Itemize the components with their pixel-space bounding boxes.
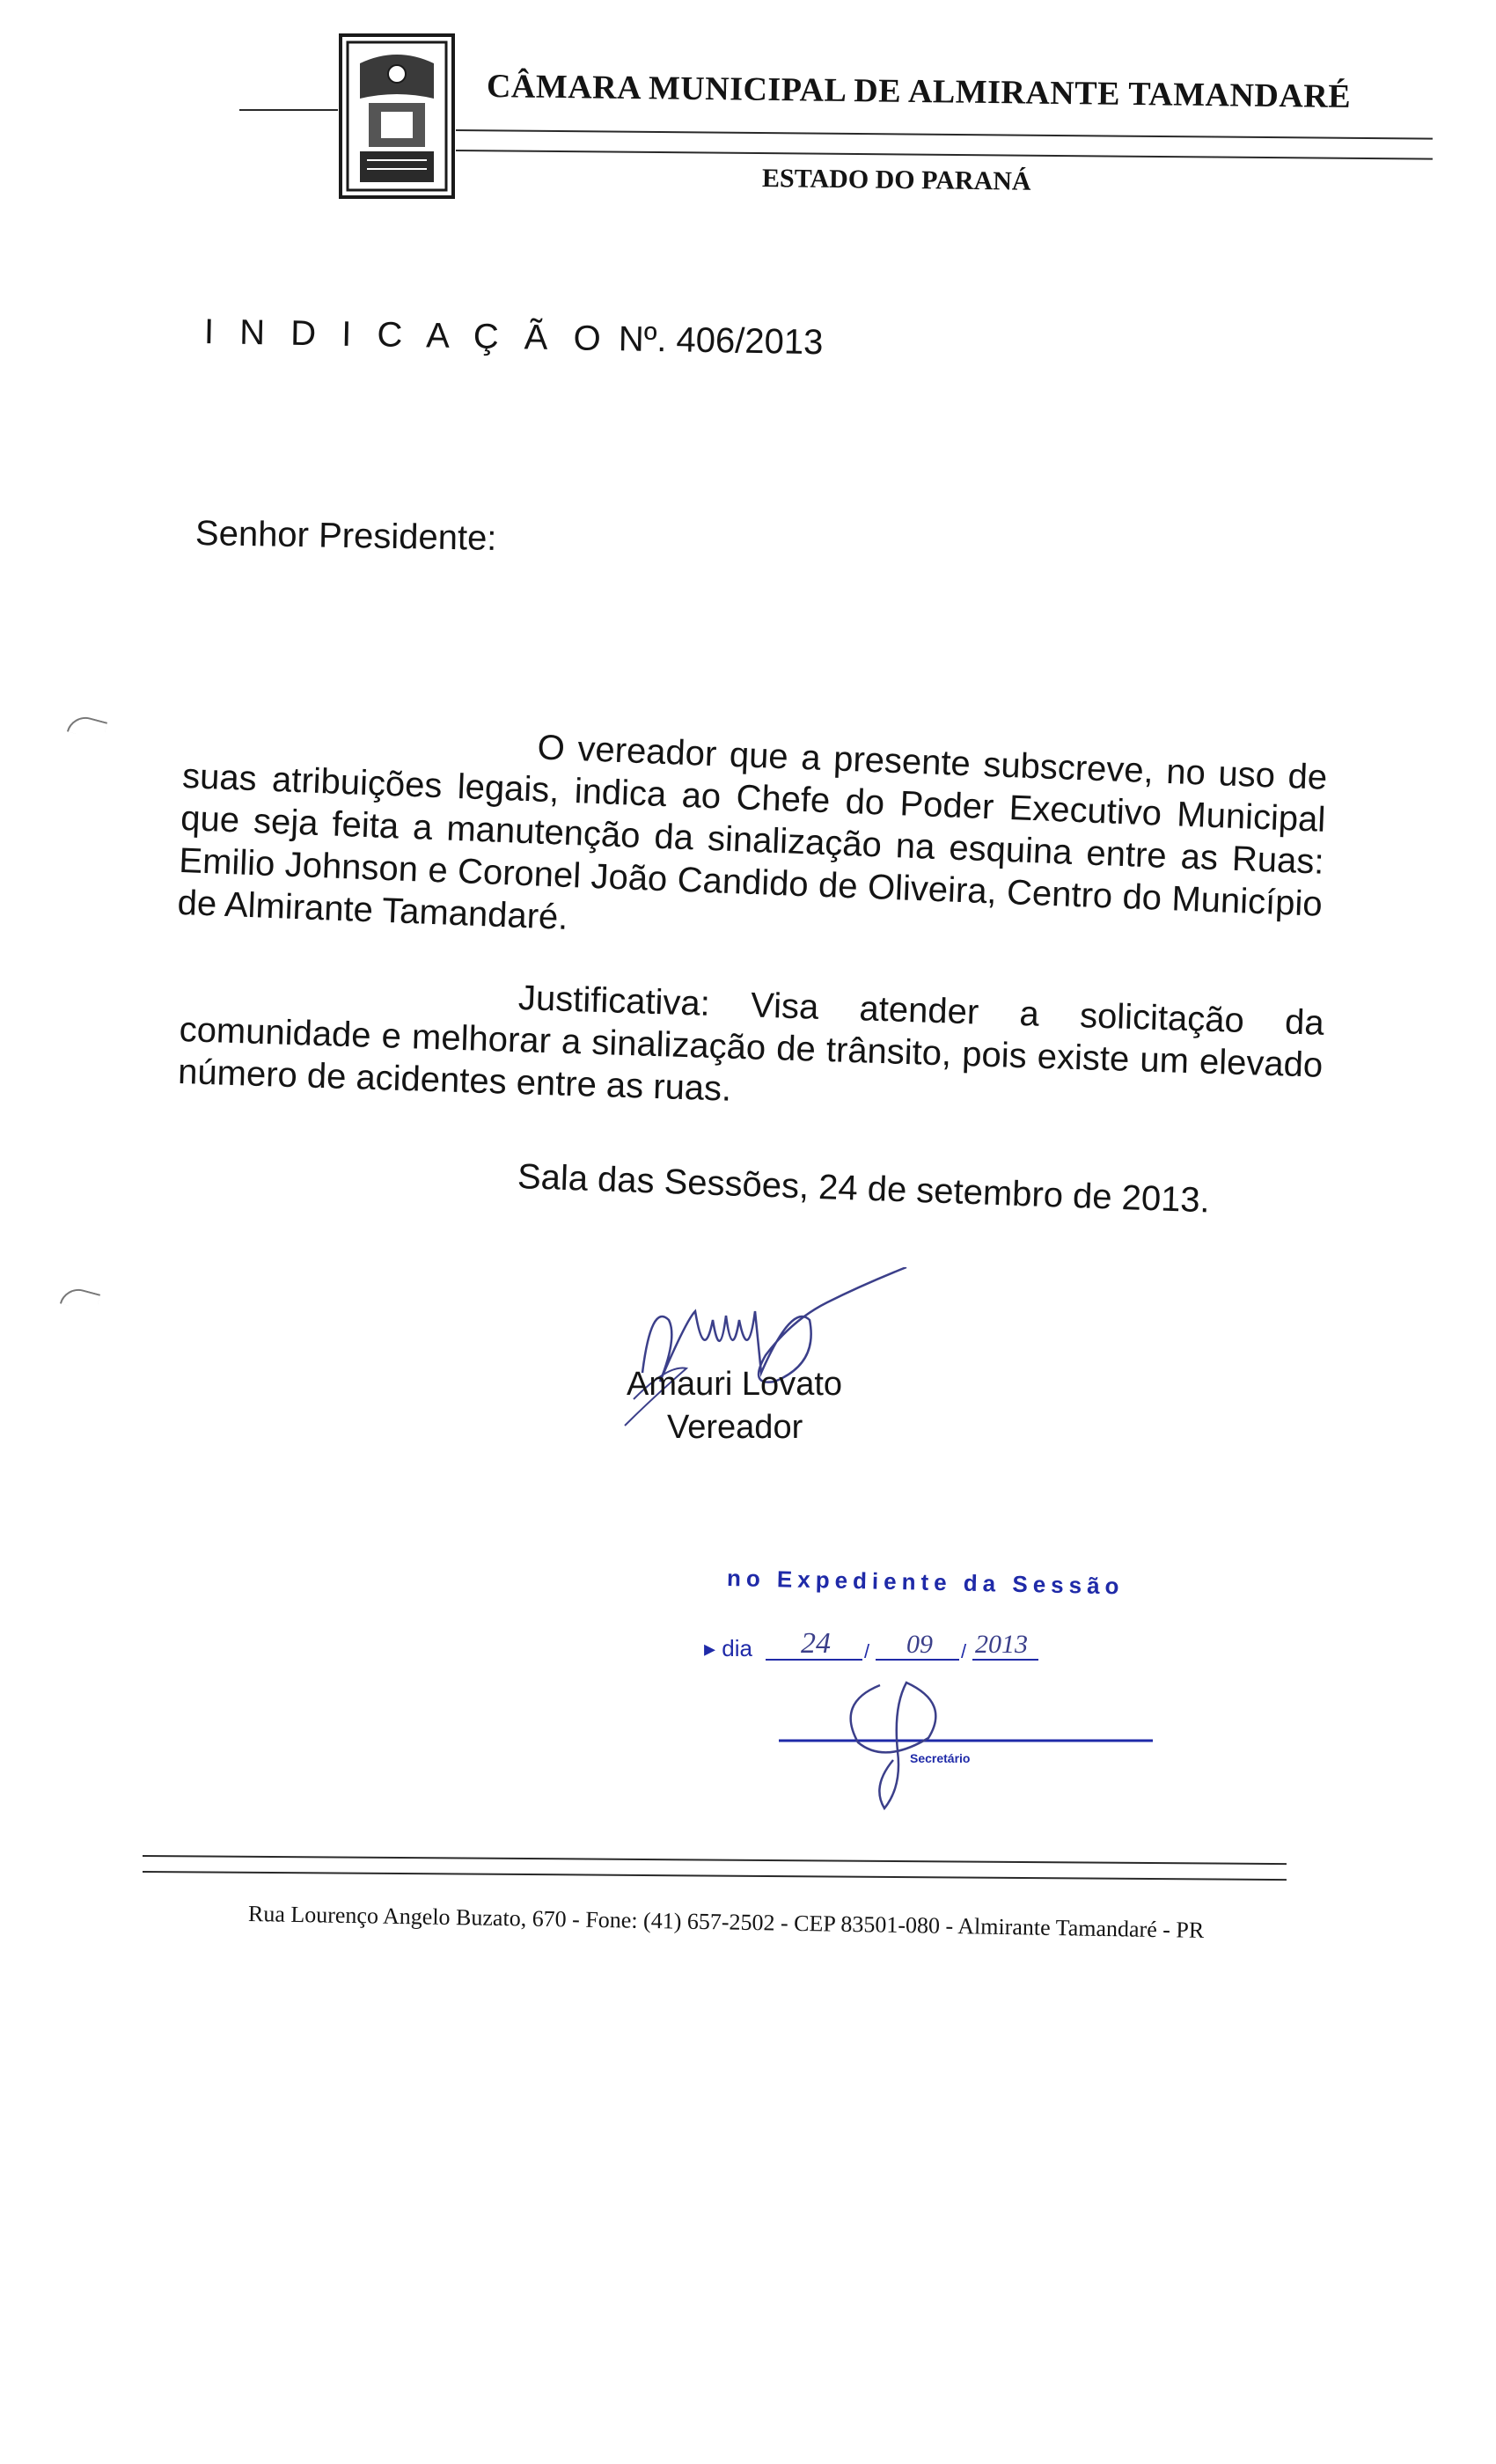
footer-rule-top — [143, 1855, 1287, 1865]
stamp-year: 2013 — [975, 1630, 1028, 1659]
title-number: Nº. 406/2013 — [618, 319, 824, 363]
footer-rule-bottom — [143, 1871, 1287, 1881]
institution-name: CÂMARA MUNICIPAL DE ALMIRANTE TAMANDARÉ — [486, 68, 1352, 115]
stamp-separator: / — [961, 1640, 967, 1662]
stamp-day-label: dia — [722, 1635, 752, 1661]
document-title — [204, 312, 824, 363]
salutation: Senhor Presidente: — [194, 514, 497, 558]
stamp-role-label: Secretário — [910, 1751, 971, 1765]
main-paragraph — [177, 713, 1328, 968]
header-rule-left — [239, 109, 338, 111]
signer-role: Vereador — [667, 1409, 803, 1446]
stamp-day: 24 — [801, 1627, 831, 1660]
binder-hole-mark — [60, 1285, 100, 1313]
state-name: ESTADO DO PARANÁ — [761, 164, 1031, 196]
place-date: Sala das Sessões, 24 de setembro de 2013. — [517, 1157, 1211, 1221]
title-label: I N D I C A Ç Ã O — [203, 312, 610, 359]
stamp-separator: / — [864, 1640, 870, 1662]
coat-of-arms-icon — [339, 33, 455, 199]
signer-name: Amauri Lovato — [627, 1366, 843, 1403]
binder-hole-mark — [67, 713, 107, 741]
justification-paragraph — [177, 966, 1324, 1129]
stamp-signature — [730, 1619, 1188, 1822]
main-paragraph-text: O vereador que a presente subscreve, no uso de suas atribuições legais, indica ao Chefe do Poder Executivo Municipal que seja feita a manutenção da sinalização na esquina entre as Ruas: Emilio Johnson e Coronel João Candido de Oliveira, Centro do Município de Almirante Tamandaré. — [176, 728, 1328, 937]
header-rule-lower — [456, 150, 1433, 160]
footer-address: Rua Lourenço Angelo Buzato, 670 - Fone: (41) 657-2502 - CEP 83501-080 - Almirante Tamandaré - PR — [247, 1901, 1205, 1943]
stamp-month: 09 — [906, 1630, 933, 1659]
header-rule-main — [456, 129, 1433, 140]
stamp-bullet: ▸ — [704, 1635, 722, 1661]
justification-text: Justificativa: Visa atender a solicitação da comunidade e melhorar a sinalização de trânsito, pois existe um elevado número de acidentes entre as ruas. — [177, 979, 1325, 1109]
stamp-header: no Expediente da Sessão — [726, 1565, 1125, 1600]
